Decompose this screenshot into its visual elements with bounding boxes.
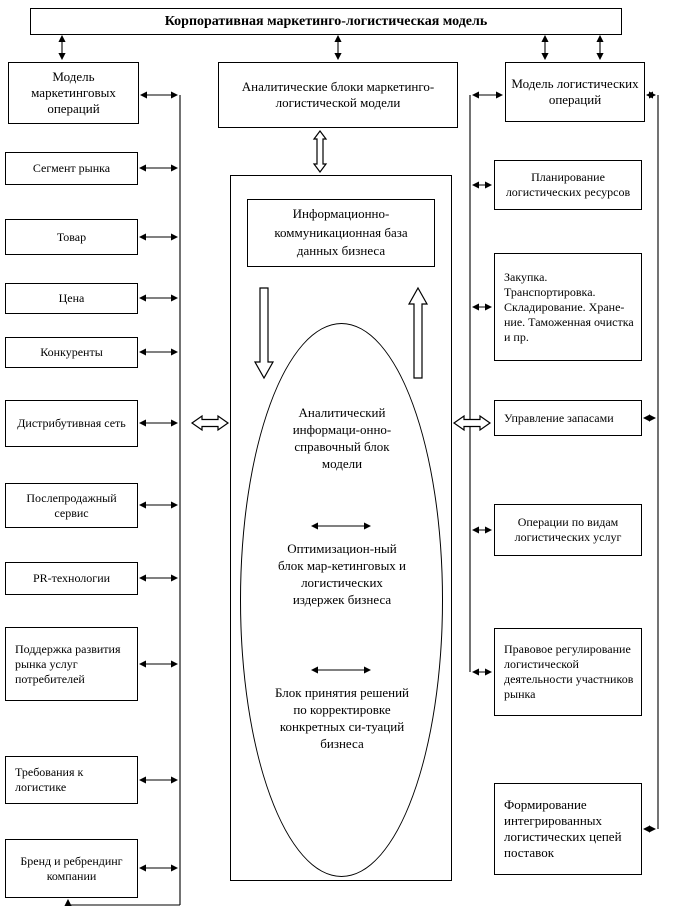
- product-box: Товар: [5, 219, 138, 255]
- logistics-model-header: Модель логистических операций: [505, 62, 645, 122]
- marketing-model-header: Модель маркетинговых операций: [8, 62, 139, 124]
- price-box: Цена: [5, 283, 138, 314]
- market-support-box: Поддержка развития рынка услуг потребителей: [5, 627, 138, 701]
- information-database-box: Информационно-коммуникационная база данных бизнеса: [247, 199, 435, 267]
- procurement-transport-box: Закупка. Транспортировка. Складирование. Хране-ние. Таможенная очистка и пр.: [494, 253, 642, 361]
- decision-making-block: Блок принятия решений по корректировке конкретных си-туаций бизнеса: [275, 685, 409, 752]
- optimization-block: Оптимизацион-ный блок мар-кетинговых и логистических издержек бизнеса: [277, 541, 407, 608]
- market-segment-box: Сегмент рынка: [5, 152, 138, 185]
- right-thick-double-arrow-icon: [454, 416, 490, 430]
- inventory-management-box: Управление запасами: [494, 400, 642, 436]
- integrated-supply-chains-box: Формирование интегрированных логистических цепей поставок: [494, 783, 642, 875]
- logistics-resource-planning-box: Планирование логистических ресурсов: [494, 160, 642, 210]
- distribution-network-box: Дистрибутивная сеть: [5, 400, 138, 447]
- pr-technologies-box: PR-технологии: [5, 562, 138, 595]
- competitors-box: Конкуренты: [5, 337, 138, 368]
- analytics-blocks-header: Аналитические блоки маркетинго-логистической модели: [218, 62, 458, 128]
- after-sales-service-box: Послепродажный сервис: [5, 483, 138, 528]
- brand-rebranding-box: Бренд и ребрендинг компании: [5, 839, 138, 898]
- left-bus-bottom-hook: [68, 900, 180, 905]
- logistics-services-operations-box: Операции по видам логистических услуг: [494, 504, 642, 556]
- header-frame-double-arrow-icon: [314, 131, 326, 172]
- analytical-reference-block: Аналитический информаци-онно-справочный блок модели: [292, 405, 392, 472]
- title-box: Корпоративная маркетинго-логистическая модель: [30, 8, 622, 35]
- logistics-requirements-box: Требования к логистике: [5, 756, 138, 804]
- left-thick-double-arrow-icon: [192, 416, 228, 430]
- legal-regulation-box: Правовое регулирование логистической деятельности участников рынка: [494, 628, 642, 716]
